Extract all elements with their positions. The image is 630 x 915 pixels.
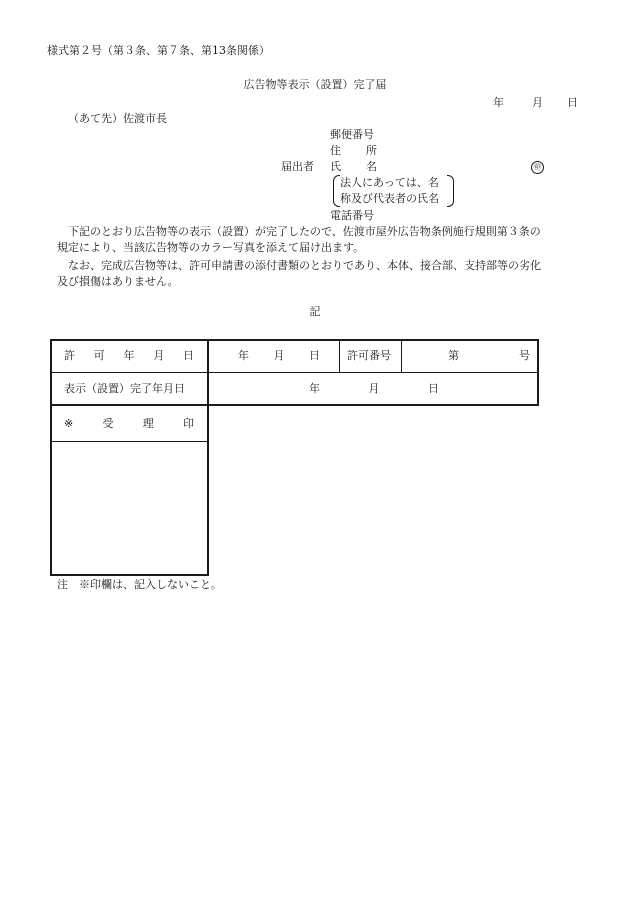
- ki-heading: 記: [309, 305, 321, 318]
- corp-note-line1: 法人にあっては、名: [340, 176, 439, 189]
- date-line: [493, 96, 504, 110]
- seal-mark-icon: ㊞: [531, 161, 544, 174]
- permit-number-value[interactable]: 第 号: [448, 349, 530, 362]
- body-para2-line1: なお、完成広告物等は、許可申請書の添付書類のとおりであり、本体、接合部、支持部等の劣化: [68, 259, 541, 272]
- date-month-label: 月: [532, 96, 543, 109]
- receipt-stamp-label: ※ 受 理 印: [64, 417, 194, 430]
- permit-date-label: 許 可 年 月 日: [64, 349, 194, 362]
- corp-note-line2: 称及び代表者の氏名: [340, 192, 439, 205]
- addressee: （あて先）佐渡市長: [68, 112, 167, 125]
- permit-date-value[interactable]: 年 月 日: [238, 349, 320, 362]
- footnote: 注 ※印欄は、記入しないこと。: [57, 578, 222, 591]
- page-title: 広告物等表示（設置）完了届: [243, 78, 387, 91]
- body-para2-line2: 及び損傷はありません。: [57, 275, 179, 288]
- address-label-1: 住: [330, 144, 341, 157]
- body-para1-line2: 規定により、当該広告物等のカラー写真を添えて届け出ます。: [57, 241, 365, 254]
- phone-label: 電話番号: [330, 209, 374, 222]
- date-day-label: 日: [567, 96, 578, 109]
- date-year-label: 年: [493, 96, 504, 109]
- completion-date-label: 表示（設置）完了年月日: [64, 382, 185, 395]
- completion-date-value[interactable]: 年 月 日: [309, 382, 439, 395]
- address-label-2: 所: [366, 144, 377, 157]
- form-number: 様式第２号（第３条、第７条、第13条関係）: [47, 44, 270, 57]
- bracket-right-icon: [447, 175, 454, 207]
- bracket-left-icon: [333, 175, 340, 207]
- receipt-stamp-area: [52, 442, 207, 574]
- permit-number-label: 許可番号: [347, 349, 391, 362]
- name-label-1: 氏: [330, 160, 341, 173]
- name-label-2: 名: [366, 160, 377, 173]
- body-para1-line1: 下記のとおり広告物等の表示（設置）が完了したので、佐渡市屋外広告物条例施行規則第３条の: [68, 225, 541, 238]
- applicant-role-label: 届出者: [281, 160, 314, 173]
- postal-code-label: 郵便番号: [330, 128, 374, 141]
